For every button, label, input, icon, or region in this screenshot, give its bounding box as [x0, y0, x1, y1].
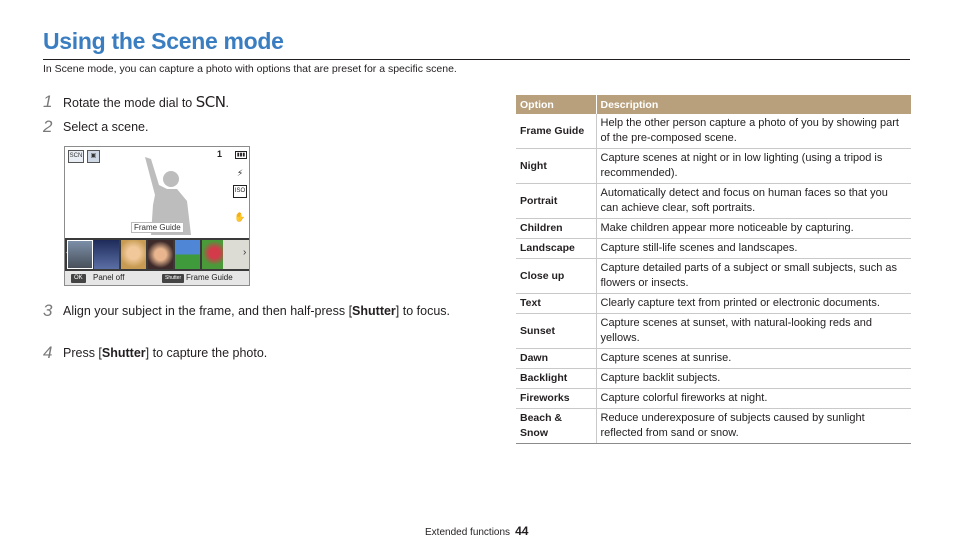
table-row: [516, 184, 911, 219]
page-number: 44: [515, 524, 529, 538]
scn-mode-icon: SCN: [195, 93, 226, 111]
thumb-night[interactable]: [94, 240, 119, 269]
page-title: Using the Scene mode: [43, 28, 284, 54]
description-cell: Capture backlit subjects.: [596, 369, 911, 389]
scene-thumbnail-strip[interactable]: [65, 238, 250, 271]
frame-guide-bottom-label: Frame Guide: [186, 273, 233, 282]
column-header-description: Description: [596, 95, 911, 114]
table-row: [516, 114, 911, 149]
table-row: [516, 349, 911, 369]
option-cell: Dawn: [516, 349, 596, 369]
option-cell: Close up: [516, 259, 596, 294]
step-number: 3: [43, 301, 53, 320]
frame-guide-icon: ▣: [87, 150, 100, 163]
option-cell: Portrait: [516, 184, 596, 219]
option-cell: Text: [516, 294, 596, 314]
description-cell: Reduce underexposure of subjects caused by sunlight reflected from sand or snow.: [596, 409, 911, 444]
option-cell: Backlight: [516, 369, 596, 389]
table-row: [516, 259, 911, 294]
option-cell: Night: [516, 149, 596, 184]
description-cell: Capture detailed parts of a subject or small subjects, such as flowers or insects.: [596, 259, 911, 294]
description-cell: Capture scenes at night or in low lighting (using a tripod is recommended).: [596, 149, 911, 184]
table-row: [516, 389, 911, 409]
description-cell: Capture still-life scenes and landscapes.: [596, 239, 911, 259]
step-number: 4: [43, 343, 53, 362]
scene-options-table: [516, 95, 911, 444]
option-cell: Sunset: [516, 314, 596, 349]
table-header-row: [516, 95, 911, 114]
table-row: [516, 369, 911, 389]
screen-bottom-bar: [65, 271, 250, 286]
option-cell: Children: [516, 219, 596, 239]
iso-icon: ISO: [233, 185, 247, 198]
thumb-frame-guide[interactable]: [67, 240, 93, 269]
shutter-button-chip: Shutter: [162, 274, 184, 283]
step-1: 1 Rotate the mode dial to SCN.: [43, 92, 229, 111]
footer-section: Extended functions: [425, 527, 511, 538]
option-cell: Beach & Snow: [516, 409, 596, 444]
option-cell: Landscape: [516, 239, 596, 259]
thumb-landscape[interactable]: [175, 240, 200, 269]
table-row: [516, 409, 911, 444]
description-cell: Make children appear more noticeable by capturing.: [596, 219, 911, 239]
stabilization-icon: ✋: [234, 212, 246, 222]
frame-guide-label: Frame Guide: [131, 222, 184, 233]
flash-off-icon: ⚡: [236, 168, 244, 178]
column-header-option: Option: [516, 95, 596, 114]
table-row: [516, 239, 911, 259]
scene-mode-icon: SCN: [68, 150, 84, 163]
description-cell: Automatically detect and focus on human faces so that you can achieve clear, soft portraits.: [596, 184, 911, 219]
ok-button-chip: OK: [71, 274, 86, 283]
description-cell: Capture scenes at sunset, with natural-looking reds and yellows.: [596, 314, 911, 349]
table-row: [516, 219, 911, 239]
option-cell: Frame Guide: [516, 114, 596, 149]
panel-off-label: Panel off: [93, 273, 125, 282]
step-number: 2: [43, 117, 53, 136]
chevron-right-icon[interactable]: ›: [243, 247, 247, 258]
step-3: 3 Align your subject in the frame, and then half-press [Shutter] to focus.: [43, 301, 450, 320]
page-footer: [425, 524, 528, 538]
thumb-children[interactable]: [148, 240, 173, 269]
description-cell: Clearly capture text from printed or electronic documents.: [596, 294, 911, 314]
camera-screen: [64, 146, 250, 286]
description-cell: Capture scenes at sunrise.: [596, 349, 911, 369]
option-cell: Fireworks: [516, 389, 596, 409]
step-number: 1: [43, 92, 53, 111]
table-row: [516, 294, 911, 314]
description-cell: Capture colorful fireworks at night.: [596, 389, 911, 409]
thumb-portrait[interactable]: [121, 240, 146, 269]
title-divider: [43, 59, 910, 60]
step-2: 2 Select a scene.: [43, 117, 149, 136]
shot-counter: 1: [217, 149, 223, 159]
intro-text: In Scene mode, you can capture a photo with options that are preset for a specific scene.: [43, 63, 457, 75]
battery-icon: ▮▮▮: [236, 152, 246, 158]
table-row: [516, 149, 911, 184]
table-row: [516, 314, 911, 349]
step-4: 4 Press [Shutter] to capture the photo.: [43, 343, 268, 362]
description-cell: Help the other person capture a photo of you by showing part of the pre-composed scene.: [596, 114, 911, 149]
